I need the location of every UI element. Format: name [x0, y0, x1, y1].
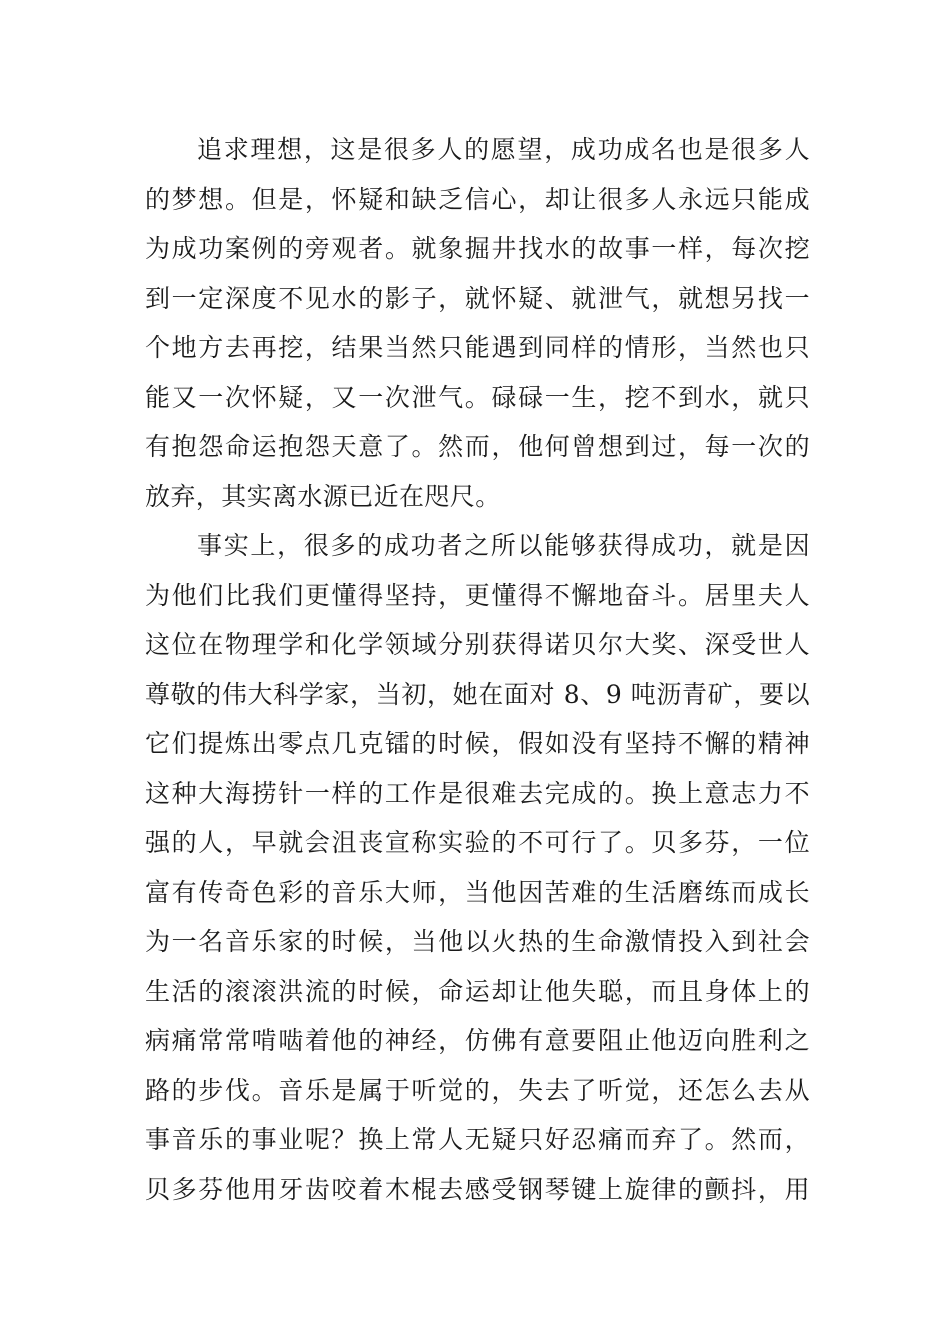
- text-line: 强的人，早就会沮丧宣称实验的不可行了。贝多芬，一位: [145, 828, 810, 857]
- text-line: 的梦想。但是，怀疑和缺乏信心，却让很多人永远只能成: [145, 184, 810, 214]
- text-line: 为他们比我们更懂得坚持，更懂得不懈地奋斗。居里夫人: [145, 580, 810, 610]
- text-line: 追求理想，这是很多人的愿望，成功成名也是很多人: [197, 135, 810, 164]
- text-line: 事音乐的事业呢？换上常人无疑只好忍痛而弃了。然而，: [145, 1125, 810, 1154]
- text-line: 能又一次怀疑，又一次泄气。碌碌一生，挖不到水，就只: [145, 382, 810, 412]
- text-line: 个地方去再挖，结果当然只能遇到同样的情形，当然也只: [145, 333, 810, 362]
- paragraph-1: [145, 125, 810, 521]
- text-line: 它们提炼出零点几克镭的时候，假如没有坚持不懈的精神: [145, 729, 810, 758]
- text-line: 这种大海捞针一样的工作是很难去完成的。换上意志力不: [145, 778, 810, 808]
- text-line: 到一定深度不见水的影子，就怀疑、就泄气，就想另找一: [145, 283, 810, 313]
- text-line: 路的步伐。音乐是属于听觉的，失去了听觉，还怎么去从: [145, 1075, 810, 1105]
- text-line: 这位在物理学和化学领域分别获得诺贝尔大奖、深受世人: [145, 630, 810, 659]
- paragraph-2: [145, 521, 810, 1214]
- text-line: 生活的滚滚洪流的时候，命运却让他失聪，而且身体上的: [145, 976, 810, 1006]
- text-line: 放弃，其实离水源已近在咫尺。: [145, 481, 501, 511]
- text-line: 有抱怨命运抱怨天意了。然而，他何曾想到过，每一次的: [145, 432, 810, 461]
- text-line: 为成功案例的旁观者。就象掘井找水的故事一样，每次挖: [145, 234, 810, 263]
- text-line: 贝多芬他用牙齿咬着木棍去感受钢琴键上旋律的颤抖，用: [145, 1174, 810, 1204]
- text-line: 尊敬的伟大科学家，当初，她在面对 8、9 吨沥青矿，要以: [145, 679, 810, 709]
- document-body: [145, 125, 810, 1214]
- text-line: 事实上，很多的成功者之所以能够获得成功，就是因: [197, 531, 810, 560]
- text-line: 为一名音乐家的时候，当他以火热的生命激情投入到社会: [145, 927, 810, 956]
- text-line: 富有传奇色彩的音乐大师，当他因苦难的生活磨练而成长: [145, 877, 810, 907]
- text-line: 病痛常常啃啮着他的神经，仿佛有意要阻止他迈向胜利之: [145, 1026, 810, 1055]
